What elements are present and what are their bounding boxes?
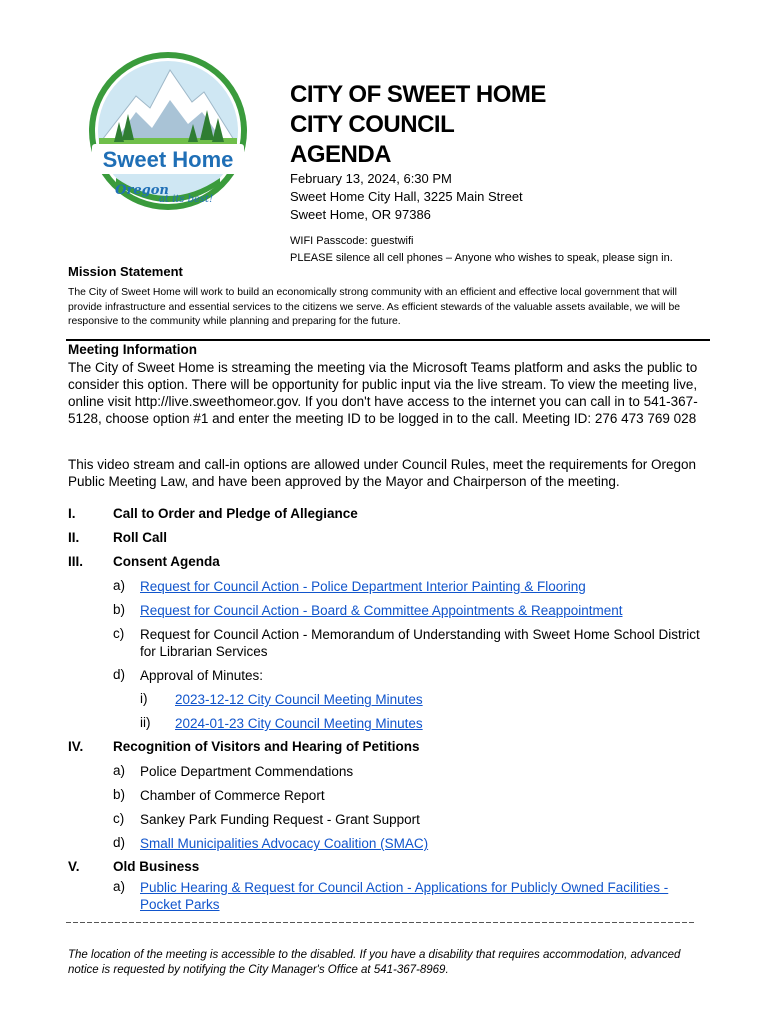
agenda-number: III. [68,554,84,569]
meeting-date: February 13, 2024, 6:30 PM [290,171,452,186]
agenda-title [290,80,546,170]
meeting-city: Sweet Home, OR 97386 [290,207,431,222]
agenda-number: V. [68,859,80,874]
logo-text-tagline: at its best! [158,194,214,205]
agenda-subitem [68,578,708,602]
subitem-label: c) [113,811,125,826]
agenda-title: Consent Agenda [113,554,220,569]
subitem-label: d) [113,667,126,682]
meeting-info-text: The City of Sweet Home is streaming the meeting via the Microsoft Teams platform and asks the public to consider this option. There will be opportunity for public input via the live stream. To view the meeting live, online visit http://live.sweethomeor.gov. If you don't have access to the internet you can call in to 541-367-5128, choose option #1 and enter the meeting ID to be logged in to the call. Meeting ID: 276 473 769 028 [68,360,698,426]
subitem-text: Police Department Commendations [140,764,354,779]
subitem-text: Request for Council Action - Memorandum of Understanding with Sweet Home School District for Librarian Services [140,627,700,659]
minutes-2024-01-23-link[interactable]: 2024-01-23 City Council Meeting Minutes [175,716,423,731]
subitem-text: Sankey Park Funding Request - Grant Support [140,812,420,827]
wifi-passcode: WIFI Passcode: guestwifi [290,235,414,247]
mission-heading: Mission Statement [68,264,183,279]
subitem-label: a) [113,763,126,778]
agenda-item-1 [68,506,708,530]
agenda-subsubitem [68,691,708,715]
agenda-subitem [68,879,708,915]
agenda-number: I. [68,506,76,521]
agenda-item-4 [68,739,708,763]
video-stream-text: This video stream and call-in options are allowed under Council Rules, meet the requirements for Oregon Public Meeting Law, and have been approved by the Mayor and Chairperson of the meeting. [68,457,697,489]
agenda-number: II. [68,530,80,545]
agenda-list [68,506,708,915]
accessibility-footer: The location of the meeting is accessible to the disabled. If you have a disability that requires accommodation, advanced notice is requested by notifying the City Manager's Office at 541-367-8969. [68,949,681,976]
section-divider [66,339,710,341]
agenda-item-2 [68,530,708,554]
agenda-subsubitem [68,715,708,739]
title-line-city: CITY OF SWEET HOME [290,81,546,108]
phone-notice: PLEASE silence all cell phones – Anyone who wishes to speak, please sign in. [290,252,673,264]
subitem-text: Approval of Minutes: [140,668,264,683]
subitem-text: Chamber of Commerce Report [140,788,325,803]
minutes-2023-12-12-link[interactable]: 2023-12-12 City Council Meeting Minutes [175,692,423,707]
pocket-parks-link[interactable]: Public Hearing & Request for Council Action - Applications for Publicly Owned Facilities - Pocket Parks [140,880,669,912]
agenda-subitem [68,811,708,835]
wifi-notice [290,233,673,267]
meeting-location: Sweet Home City Hall, 3225 Main Street [290,189,523,204]
subitem-label: c) [113,626,125,641]
subitem-label: d) [113,835,126,850]
logo-text-sweet-home: Sweet Home [102,147,234,172]
subitem-label: b) [113,602,126,617]
footer-divider [66,922,696,923]
subsubitem-label: ii) [140,715,151,730]
agenda-subitem [68,835,708,859]
agenda-subitem [68,602,708,626]
police-painting-link[interactable]: Request for Council Action - Police Department Interior Painting & Flooring [140,579,586,594]
agenda-subitem [68,626,708,667]
agenda-subitem [68,787,708,811]
sweet-home-logo [88,44,248,219]
title-line-council: CITY COUNCIL [290,111,455,138]
subitem-label: a) [113,879,126,894]
title-line-agenda: AGENDA [290,141,392,168]
board-appointments-link[interactable]: Request for Council Action - Board & Committee Appointments & Reappointment [140,603,623,618]
subitem-label: a) [113,578,126,593]
subsubitem-label: i) [140,691,148,706]
agenda-number: IV. [68,739,84,754]
agenda-title: Old Business [113,859,200,874]
agenda-subitem [68,763,708,787]
logo-text-oregon: Oregon [115,183,169,198]
agenda-title: Roll Call [113,530,168,545]
agenda-title: Recognition of Visitors and Hearing of Petitions [113,739,420,754]
agenda-title: Call to Order and Pledge of Allegiance [113,506,358,521]
agenda-item-5 [68,859,708,879]
agenda-item-3 [68,554,708,578]
meeting-details [290,170,523,224]
mission-text: The City of Sweet Home will work to build an economically strong community with an efficient and effective local government that will provide infrastructure and essential services to the citizens we serve. As efficient stewards of the valuable assets available, we will be responsive to the community while planning and preparing for the future. [68,287,681,327]
agenda-subitem [68,667,708,691]
subitem-label: b) [113,787,126,802]
meeting-info-heading: Meeting Information [68,342,197,357]
smac-link[interactable]: Small Municipalities Advocacy Coalition (SMAC) [140,836,429,851]
